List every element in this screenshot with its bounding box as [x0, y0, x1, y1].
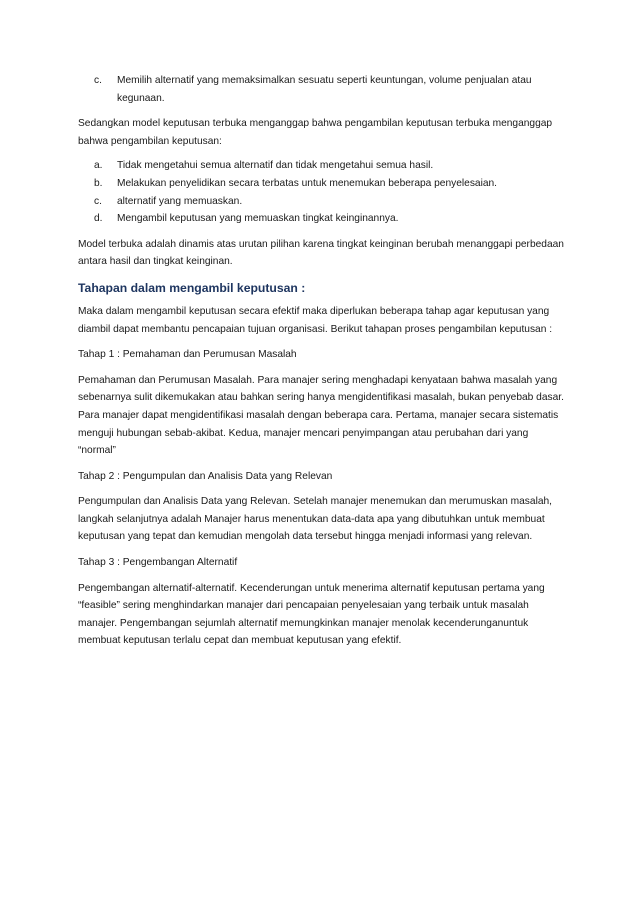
open-model-list	[94, 157, 564, 227]
list-item	[94, 175, 564, 193]
paragraph-model-terbuka: Model terbuka adalah dinamis atas urutan pilihan karena tingkat keinginan berubah menanggapi perbedaan antara hasil dan tingkat keinginan.	[78, 238, 564, 268]
tahap3-title: Tahap 3 : Pengembangan Alternatif	[78, 557, 238, 569]
list-text: alternatif yang memuaskan.	[117, 195, 243, 207]
list-text: Memilih alternatif yang memaksimalkan sesuatu seperti keuntungan, volume penjualan atau kegunaan.	[117, 75, 532, 104]
tahap3-body: Pengembangan alternatif-alternatif. Kecenderungan untuk menerima alternatif keputusan pertama yang “feasible” sering menghindarkan manajer dari pencapaian penyelesaian yang terbaik untuk masalah manajer. Pengembangan sejumlah alternatif memungkinkan manajer menolak kecenderunganuntuk membuat keputusan terlalu cepat dan membuat keputusan yang efektif.	[78, 582, 545, 647]
list-text: Melakukan penyelidikan secara terbatas untuk menemukan beberapa penyelesaian.	[117, 177, 498, 189]
top-list	[94, 72, 564, 107]
tahap1-body: Pemahaman dan Perumusan Masalah. Para manajer sering menghadapi kenyataan bahwa masalah yang sebenarnya sulit dikemukakan atau bahkan sering hanya mengidentifikasi masalah, bukan penyebab dasar. Para manajer dapat mengidentifikasi masalah dengan beberapa cara. Pertama, manajer secara sistematis menguji hubungan sebab-akibat. Kedua, manajer mencari penyimpangan atau perubahan dari yang “normal”	[78, 374, 564, 457]
list-item	[94, 193, 564, 211]
list-marker: c.	[94, 75, 102, 86]
list-marker: c.	[94, 195, 102, 207]
section-heading: Tahapan dalam mengambil keputusan :	[78, 280, 306, 295]
tahap2-title: Tahap 2 : Pengumpulan dan Analisis Data yang Relevan	[78, 470, 333, 482]
list-item	[94, 210, 564, 228]
list-marker: b.	[94, 177, 103, 189]
paragraph-intro: Maka dalam mengambil keputusan secara efektif maka diperlukan beberapa tahap agar keputusan yang diambil dapat membantu pencapaian tujuan organisasi. Berikut tahapan proses pengambilan keputusan :	[78, 305, 553, 335]
list-item	[94, 157, 564, 175]
tahap2-body: Pengumpulan dan Analisis Data yang Relevan. Setelah manajer menemukan dan merumuskan masalah, langkah selanjutnya adalah Manajer harus menentukan data-data apa yang dibutuhkan untuk membuat keputusan yang tepat dan kemudian mengolah data tersebut hingga menjadi informasi yang relevan.	[78, 496, 552, 543]
tahap1-title: Tahap 1 : Pemahaman dan Perumusan Masalah	[78, 349, 297, 361]
list-item	[94, 72, 564, 107]
paragraph-model-terbuka-intro: Sedangkan model keputusan terbuka menganggap bahwa pengambilan keputusan terbuka menganggap bahwa pengambilan keputusan:	[78, 118, 553, 147]
list-text: Mengambil keputusan yang memuaskan tingkat keinginannya.	[117, 213, 399, 225]
list-text: Tidak mengetahui semua alternatif dan tidak mengetahui semua hasil.	[117, 160, 434, 172]
document-page	[78, 72, 564, 650]
list-marker: d.	[94, 213, 103, 225]
list-marker: a.	[94, 160, 103, 172]
